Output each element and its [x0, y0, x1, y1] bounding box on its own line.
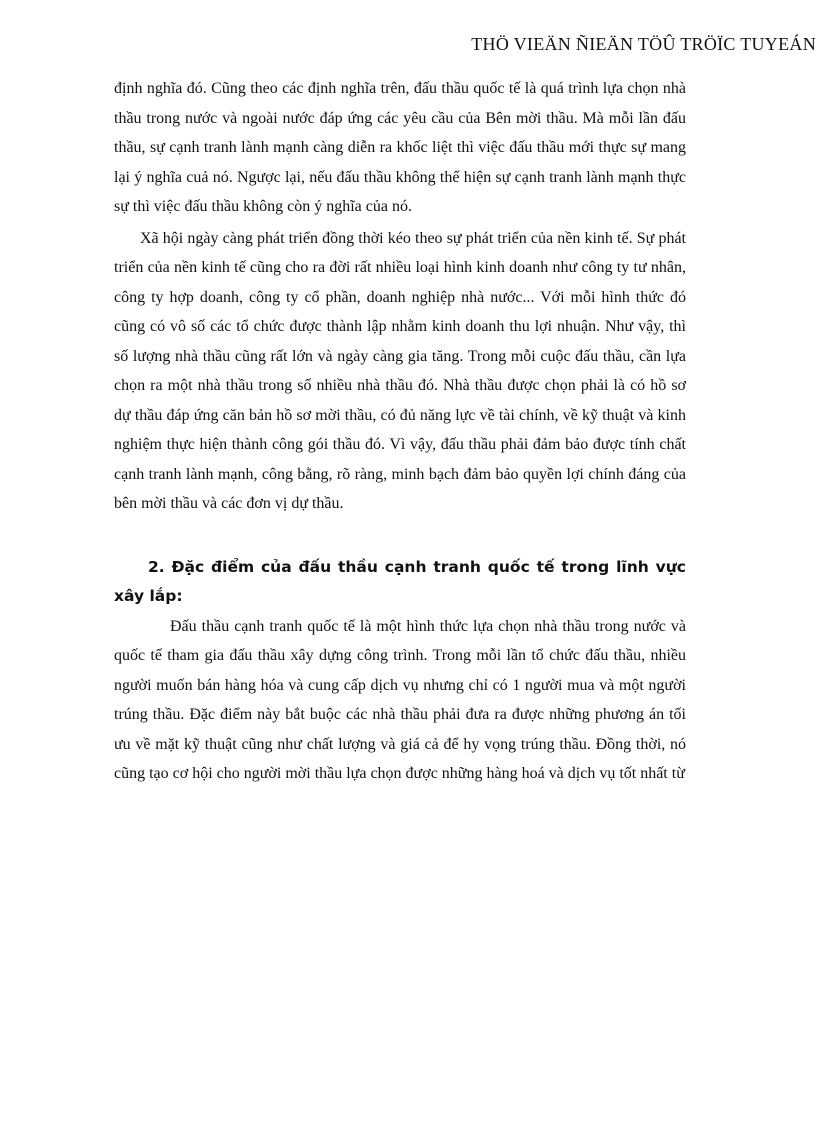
- section-heading: 2. Đặc điểm của đấu thầu cạnh tranh quốc tế trong lĩnh vực xây lắp:: [114, 557, 686, 605]
- document-body: [114, 74, 686, 789]
- body-paragraph-1: định nghĩa đó. Cũng theo các định nghĩa trên, đấu thầu quốc tế là quá trình lựa chọn nhà thầu trong nước và ngoài nước đáp ứng các yêu cầu của Bên mời thầu. Mà mỗi lần đấu thầu, sự cạnh tranh lành mạnh càng diễn ra khốc liệt thì việc đấu thầu mới thực sự mang lại ý nghĩa cuả nó. Ngược lại, nếu đấu thầu không thể hiện sự cạnh tranh lành mạnh thực sự thì việc đấu thầu không còn ý nghĩa của nó.: [114, 80, 686, 215]
- body-paragraph-3: Đấu thầu cạnh tranh quốc tế là một hình thức lựa chọn nhà thầu trong nước và quốc tế tham gia đấu thầu xây dựng công trình. Trong mỗi lần tổ chức đấu thầu, nhiều người muốn bán hàng hóa và cung cấp dịch vụ nhưng chỉ có 1 người mua và một người trúng thầu. Đặc điểm này bắt buộc các nhà thầu phải đưa ra được những phương án tối ưu về mặt kỹ thuật cũng như chất lượng và giá cả để hy vọng trúng thầu. Đồng thời, nó cũng tạo cơ hội cho người mời thầu lựa chọn được những hàng hoá và dịch vụ tốt nhất từ: [114, 617, 686, 782]
- body-paragraph-2: Xã hội ngày càng phát triển đồng thời kéo theo sự phát triển của nền kinh tế. Sự phát triển của nền kinh tế cũng cho ra đời rất nhiều loại hình kinh doanh như công ty tư nhân, công ty hợp doanh, công ty cổ phần, doanh nghiệp nhà nước... Với mỗi hình thức đó cũng có vô số các tổ chức được thành lập nhằm kinh doanh thu lợi nhuận. Như vậy, thì số lượng nhà thầu cũng rất lớn và ngày càng gia tăng. Trong mỗi cuộc đấu thầu, cần lựa chọn ra một nhà thầu trong số nhiều nhà thầu đó. Nhà thầu được chọn phải là có hồ sơ dự thầu đáp ứng căn bản hồ sơ mời thầu, có đủ năng lực về tài chính, về kỹ thuật và kinh nghiệm thực hiện thành công gói thầu đó. Vì vậy, đấu thầu phải đảm bảo được tính chất cạnh tranh lành mạnh, công bằng, rõ ràng, minh bạch đảm bảo quyền lợi chính đáng của bên mời thầu và các đơn vị dự thầu.: [114, 229, 686, 512]
- section-spacer: [114, 519, 686, 553]
- running-header: THÖ VIEÄN ÑIEÄN TÖÛ TRÖÏC TUYEÁN: [471, 34, 816, 54]
